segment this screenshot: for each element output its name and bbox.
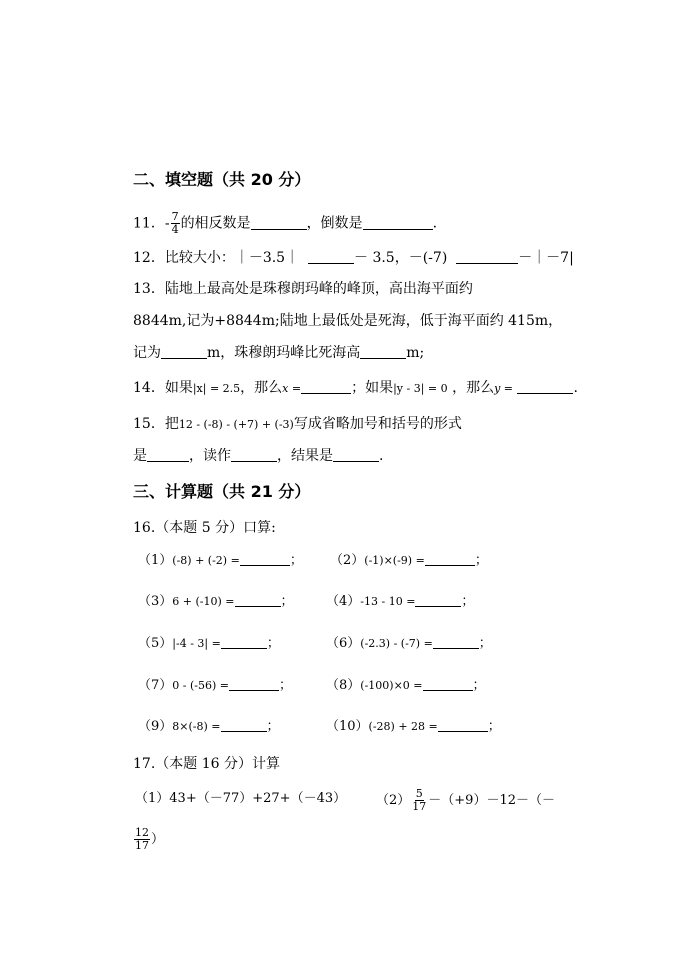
- section-calc-title: 三、计算题（共 21 分）: [133, 482, 311, 501]
- q16-item: （1）(-8) + (-2) = ；: [138, 553, 303, 568]
- q16-item: （6）(-2.3) - (-7) = ；: [326, 636, 492, 651]
- q16-item: （8）(-100)×0 = ；: [326, 678, 486, 693]
- answer-blank[interactable]: [517, 379, 573, 394]
- answer-blank[interactable]: [363, 215, 433, 230]
- answer-blank[interactable]: [423, 676, 473, 691]
- question-14: 14．如果|x| = 2.5，那么x = ；如果|y - 3| = 0 ，那么y = .: [133, 380, 578, 396]
- answer-blank[interactable]: [221, 717, 267, 732]
- q16-item: （3）6 + (-10) = ；: [138, 594, 294, 609]
- answer-blank[interactable]: [415, 592, 461, 607]
- q17-part2: （2） $\frac{5}{17}$ －（+9）－12－（－: [376, 787, 555, 813]
- answer-blank[interactable]: [456, 249, 518, 264]
- answer-blank[interactable]: [235, 592, 281, 607]
- answer-blank[interactable]: [147, 447, 189, 462]
- answer-blank[interactable]: [308, 249, 354, 264]
- fraction-5-17: $\frac{5}{17}$: [412, 787, 427, 813]
- answer-blank[interactable]: [221, 634, 267, 649]
- answer-blank[interactable]: [333, 447, 379, 462]
- question-11: 11．- $\frac{7}{4}$ 的相反数是 ，倒数是 .: [133, 210, 438, 236]
- q16-item: （9）8×(-8) = ；: [138, 719, 280, 734]
- question-15-line1: 15．把12 - (-8) - (+7) + (-3)写成省略加号和括号的形式: [133, 416, 462, 432]
- expr-abs-y: |y - 3| = 0: [393, 382, 448, 395]
- fraction-12-17: $\frac{12}{17}$: [135, 826, 149, 852]
- question-16-title: 16.（本题 5 分）口算:: [133, 520, 276, 536]
- q16-item: （5）|-4 - 3| = ；: [138, 636, 280, 651]
- fraction-7-4: $\frac{7}{4}$: [171, 210, 179, 236]
- question-13-line3: 记为 m，珠穆朗玛峰比死海高 m;: [133, 345, 425, 361]
- question-13-line1: 13．陆地上最高处是珠穆朗玛峰的峰顶，高出海平面约: [133, 281, 473, 297]
- question-17-title: 17.（本题 16 分）计算: [133, 756, 280, 772]
- q16-item: （4）-13 - 10 = ；: [326, 594, 475, 609]
- answer-blank[interactable]: [161, 344, 207, 359]
- answer-blank[interactable]: [438, 717, 488, 732]
- answer-blank[interactable]: [425, 551, 475, 566]
- q17-part2-cont: $\frac{12}{17}$ ）: [135, 826, 165, 852]
- expr-q15: 12 - (-8) - (+7) + (-3): [178, 418, 294, 431]
- answer-blank[interactable]: [301, 379, 351, 394]
- answer-blank[interactable]: [433, 634, 479, 649]
- answer-blank[interactable]: [251, 215, 307, 230]
- q16-item: （7）0 - (-56) = ；: [138, 678, 293, 693]
- question-15-line2: 是 ，读作 ，结果是 .: [133, 448, 384, 464]
- q16-item: （10）(-28) + 28 = ；: [326, 719, 501, 734]
- q17-part1: （1）43+（－77）+27+（－43）: [135, 791, 347, 806]
- q16-item: （2）(-1)×(-9) = ；: [330, 553, 488, 568]
- answer-blank[interactable]: [240, 551, 290, 566]
- section-fill-in-title: 二、填空题（共 20 分）: [133, 170, 311, 189]
- answer-blank[interactable]: [360, 344, 406, 359]
- answer-blank[interactable]: [229, 676, 279, 691]
- question-13-line2: 8844m,记为+8844m;陆地上最低处是死海，低于海平面约 415m，: [133, 313, 563, 329]
- expr-abs-x: |x| = 2.5: [192, 382, 241, 395]
- question-12: 12．比较大小：｜－3.5｜ － 3.5，－(-7) －｜－7|: [133, 250, 574, 266]
- answer-blank[interactable]: [231, 447, 277, 462]
